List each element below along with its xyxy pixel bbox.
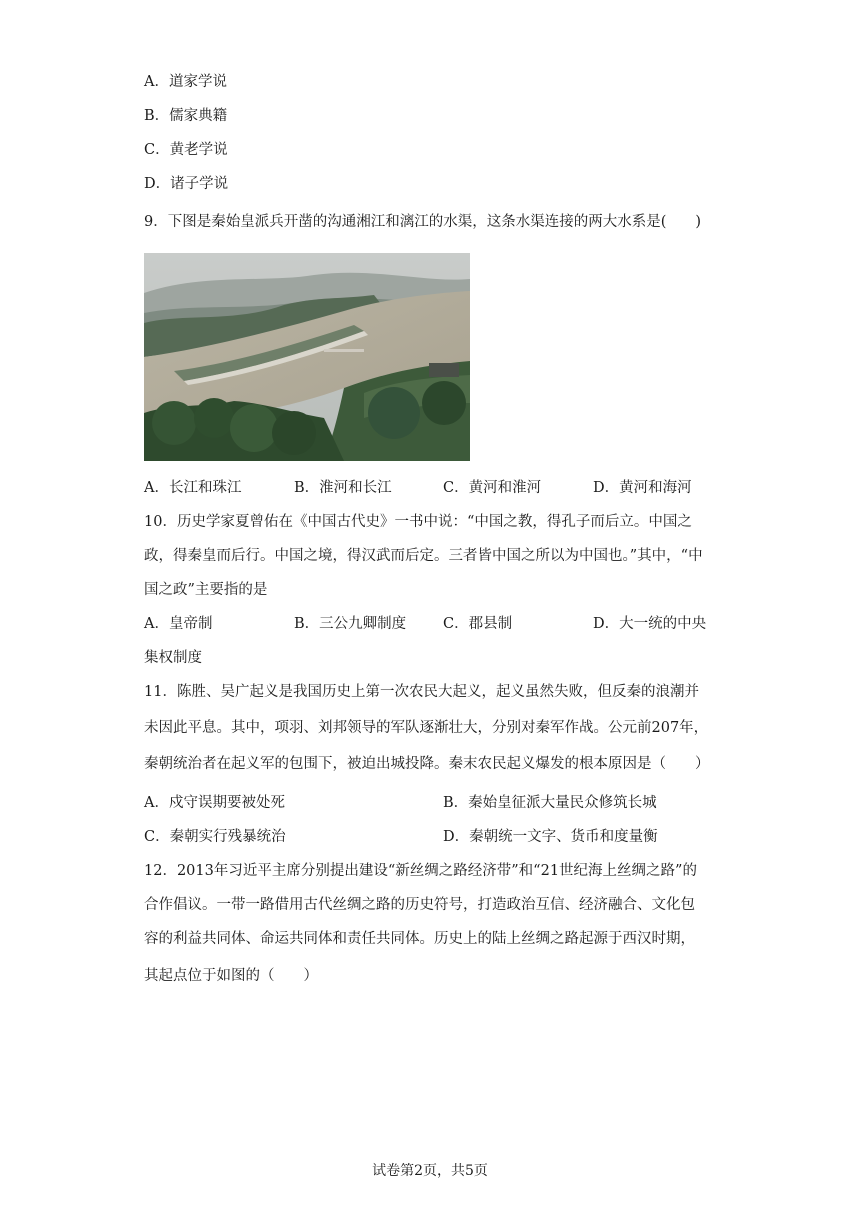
- q9-option-d: D．黄河和海河: [593, 480, 692, 496]
- q10-option-d-wrap: 集权制度: [144, 650, 202, 666]
- q12-stem-line: 12．2013年习近平主席分别提出建设“新丝绸之路经济带”和“21世纪海上丝绸之路”的: [144, 863, 697, 879]
- q8-option-b: B．儒家典籍: [144, 108, 228, 124]
- q12-stem-line: 容的利益共同体、命运共同体和责任共同体。历史上的陆上丝绸之路起源于西汉时期，: [144, 931, 695, 947]
- q8-option-c: C．黄老学说: [144, 142, 228, 158]
- q12-stem-line: 合作倡议。一带一路借用古代丝绸之路的历史符号，打造政治互信、经济融合、文化包: [144, 897, 695, 913]
- q10-stem-line: 国之政”主要指的是: [144, 582, 268, 598]
- page-footer: 试卷第2页，共5页: [372, 1163, 488, 1179]
- q12-stem-line: 其起点位于如图的（ ）: [144, 968, 318, 984]
- q11-stem-line: 秦朝统治者在起义军的包围下，被迫出城投降。秦末农民起义爆发的根本原因是（ ）: [144, 756, 710, 772]
- q10-option-a: A．皇帝制: [144, 616, 213, 632]
- q8-option-a: A．道家学说: [144, 74, 227, 90]
- canal-photo: [144, 253, 470, 461]
- q11-option-d: D．秦朝统一文字、货币和度量衡: [443, 829, 658, 845]
- q10-option-d: D．大一统的中央: [593, 616, 707, 632]
- q10-option-c: C．郡县制: [443, 616, 513, 632]
- q9-option-a: A．长江和珠江: [144, 480, 242, 496]
- q10-stem-line: 10．历史学家夏曾佑在《中国古代史》一书中说：“中国之教，得孔子而后立。中国之: [144, 514, 692, 530]
- q11-option-b: B．秦始皇征派大量民众修筑长城: [443, 795, 657, 811]
- q8-option-d: D．诸子学说: [144, 176, 229, 192]
- q11-stem-line: 11．陈胜、吴广起义是我国历史上第一次农民大起义，起义虽然失败，但反秦的浪潮并: [144, 684, 699, 700]
- q11-option-c: C．秦朝实行残暴统治: [144, 829, 286, 845]
- q9-stem: 9．下图是秦始皇派兵开凿的沟通湘江和漓江的水渠，这条水渠连接的两大水系是( ): [144, 214, 702, 230]
- q10-stem-line: 政，得秦皇而后行。中国之境，得汉武而后定。三者皆中国之所以为中国也。”其中，“中: [144, 548, 703, 564]
- q10-option-b: B．三公九卿制度: [294, 616, 407, 632]
- q9-option-b: B．淮河和长江: [294, 480, 392, 496]
- q9-option-c: C．黄河和淮河: [443, 480, 542, 496]
- q11-option-a: A．戍守误期要被处死: [144, 795, 285, 811]
- q11-stem-line: 未因此平息。其中，项羽、刘邦领导的军队逐渐壮大，分别对秦军作战。公元前207年，: [144, 720, 709, 736]
